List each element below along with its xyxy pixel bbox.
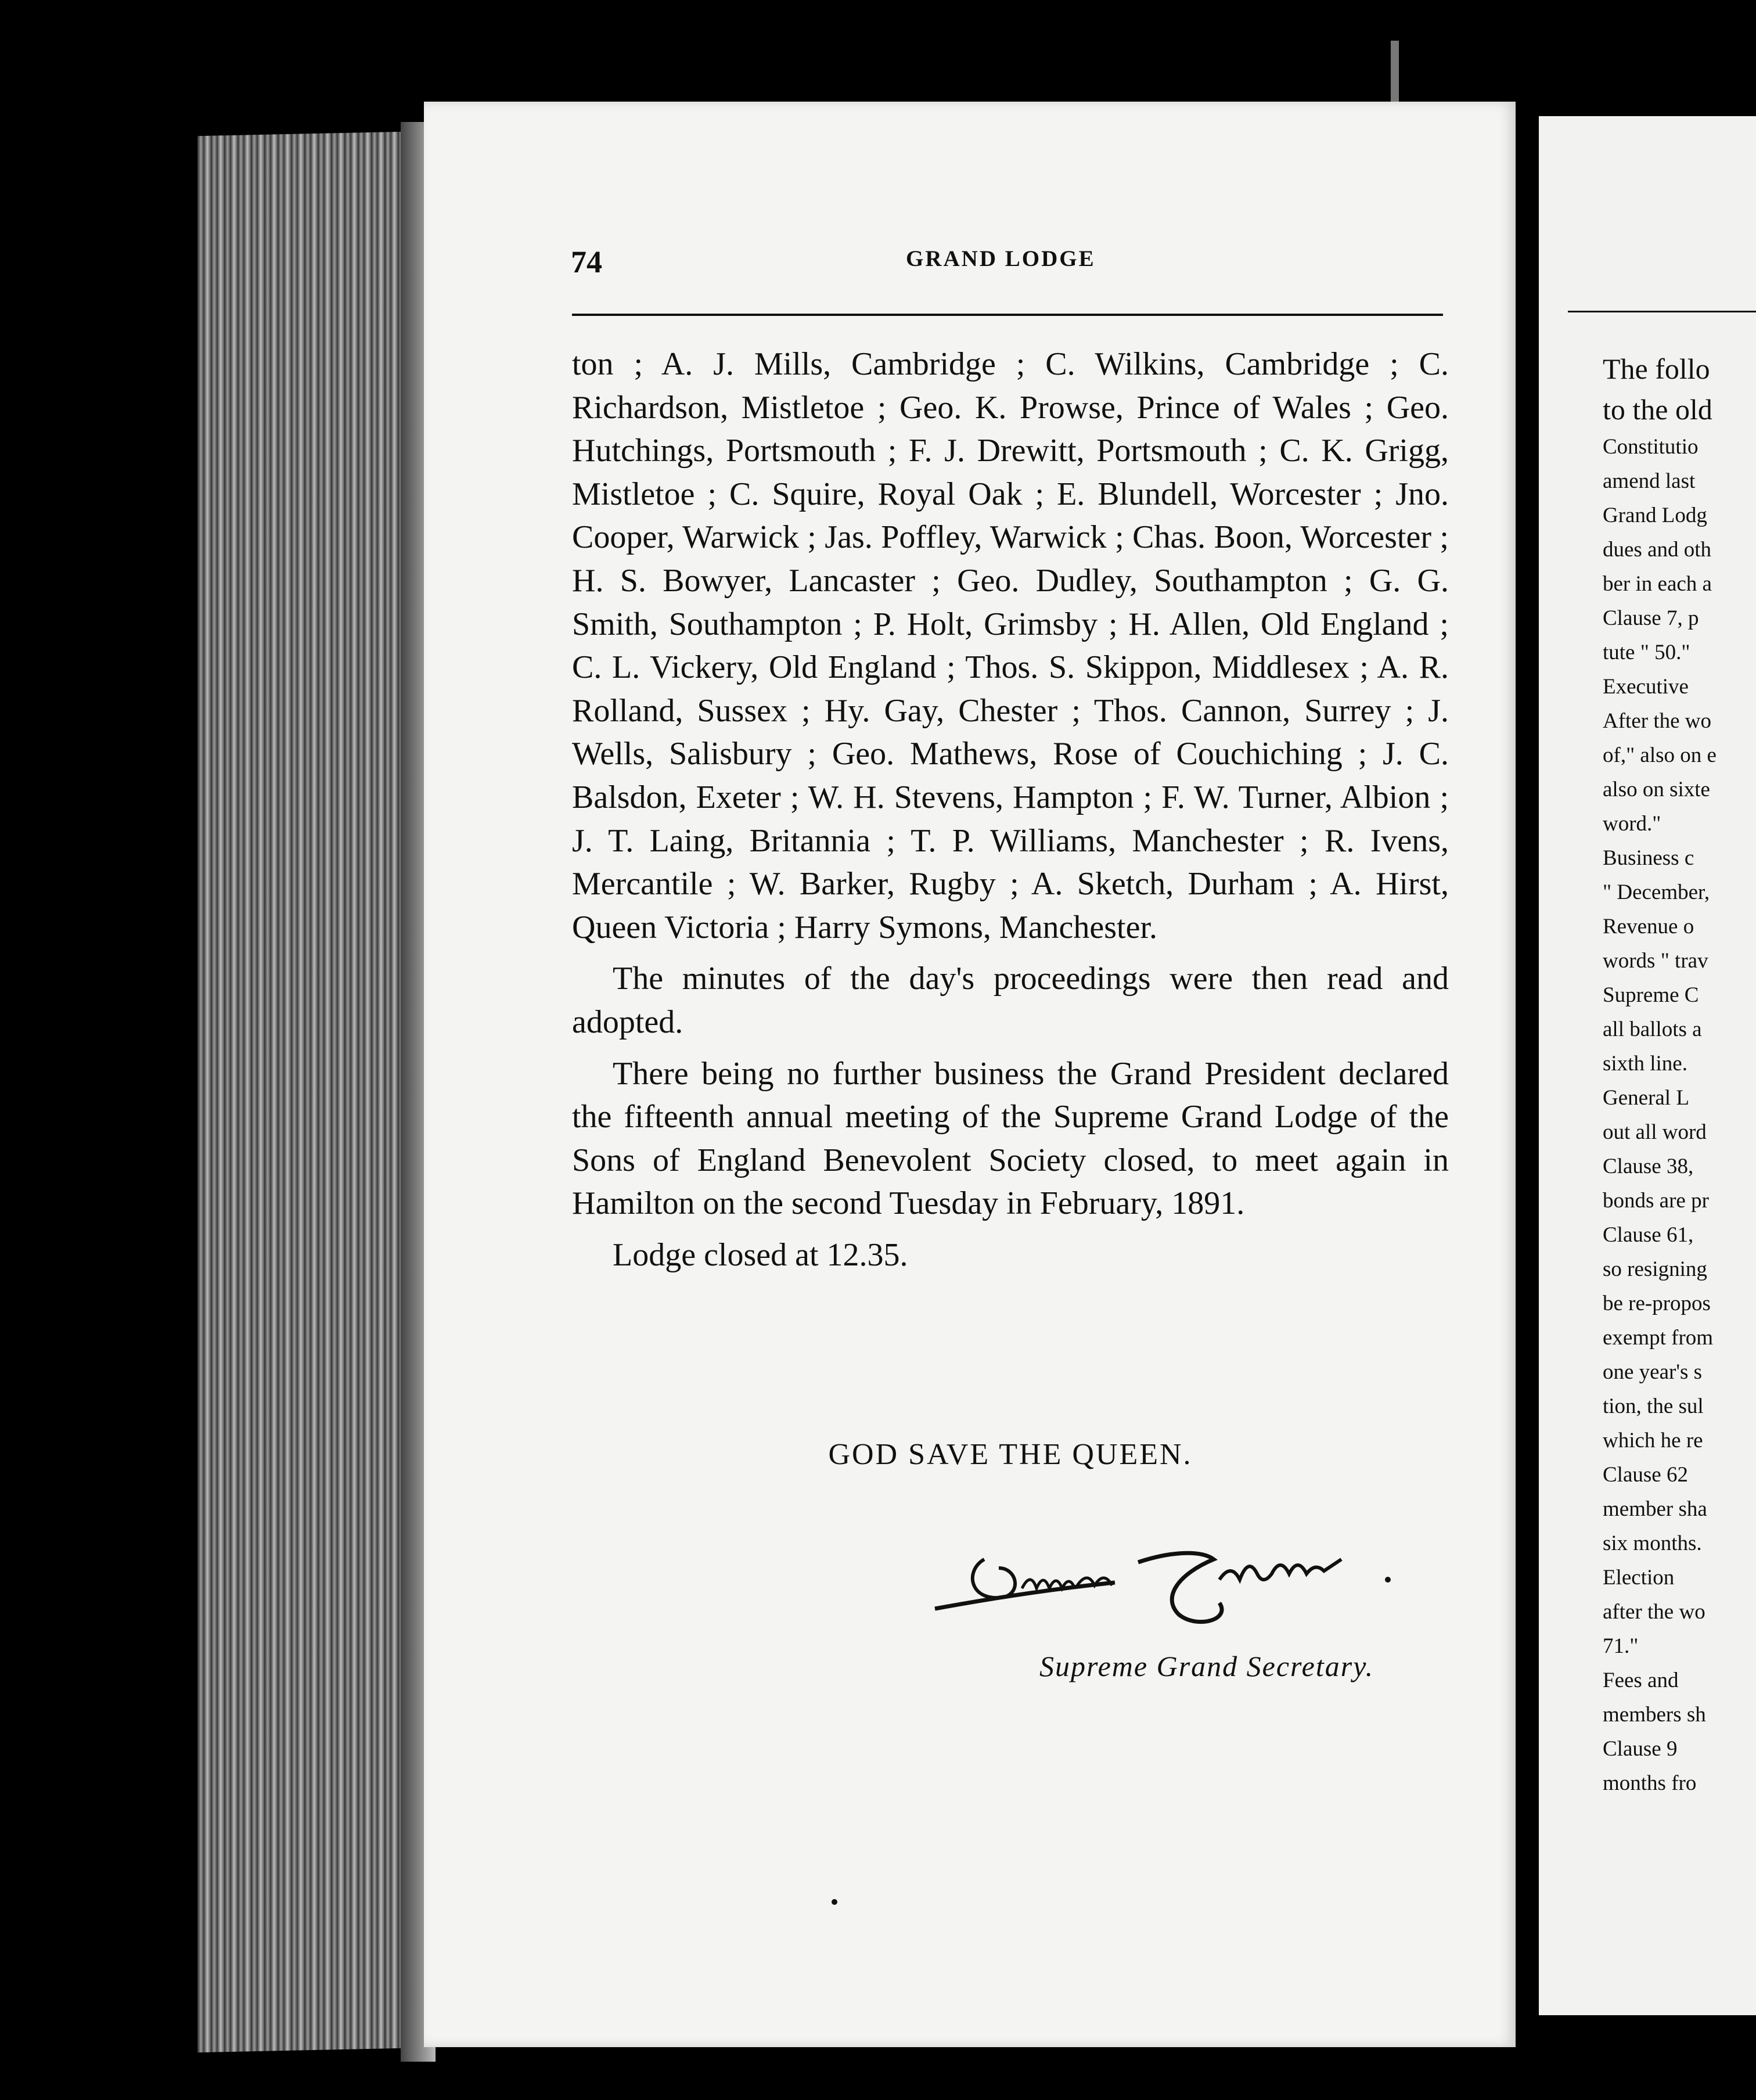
facing-page-line: words " trav xyxy=(1603,949,1708,973)
facing-page-line: Clause 7, p xyxy=(1603,606,1699,630)
page-edge-stack xyxy=(197,131,430,2052)
main-text xyxy=(572,343,1449,1276)
facing-page-line: The follo xyxy=(1603,353,1710,385)
signature-title: Supreme Grand Secretary. xyxy=(1039,1650,1374,1682)
facing-page-line: " December, xyxy=(1603,880,1710,904)
facing-page-line: tion, the sul xyxy=(1603,1394,1704,1418)
facing-page-line: months fro xyxy=(1603,1771,1697,1795)
facing-page-line: exempt from xyxy=(1603,1326,1714,1350)
facing-page-line: Grand Lodg xyxy=(1603,504,1707,527)
facing-page-line: members sh xyxy=(1603,1703,1706,1727)
facing-page-line: member sha xyxy=(1603,1497,1707,1521)
facing-page-line: bonds are pr xyxy=(1603,1189,1709,1213)
facing-page-line: all ballots a xyxy=(1603,1017,1702,1041)
facing-page-line: be re-propos xyxy=(1603,1292,1711,1315)
facing-page-line: out all word xyxy=(1603,1120,1707,1144)
running-head: GRAND LODGE xyxy=(906,246,1096,271)
facing-page-line: 71." xyxy=(1603,1634,1639,1658)
facing-page-line: of," also on e xyxy=(1603,743,1717,767)
facing-page-line: Election xyxy=(1603,1566,1675,1590)
handwritten-signature xyxy=(929,1533,1411,1649)
page-mark xyxy=(832,1899,837,1905)
facing-page-line: amend last xyxy=(1603,469,1696,493)
facing-page-line: to the old xyxy=(1603,393,1712,426)
facing-page-line: word." xyxy=(1603,812,1661,836)
facing-page-line: Executive xyxy=(1603,675,1689,699)
facing-page-line: dues and oth xyxy=(1603,538,1712,562)
facing-page-line: After the wo xyxy=(1603,709,1711,733)
header-rule xyxy=(572,314,1443,316)
facing-page-line: Constitutio xyxy=(1603,435,1699,459)
facing-page-line: Clause 61, xyxy=(1603,1223,1694,1247)
page-number: 74 xyxy=(571,244,602,279)
facing-page-line: tute " 50." xyxy=(1603,641,1690,664)
paragraph-lodge-closed: Lodge closed at 12.35. xyxy=(613,1236,908,1273)
facing-page-line: Revenue o xyxy=(1603,915,1694,938)
closing-line: GOD SAVE THE QUEEN. xyxy=(828,1438,1193,1471)
facing-page-line: Supreme C xyxy=(1603,983,1699,1007)
facing-header-rule xyxy=(1568,311,1756,312)
paragraph-member-list: ton ; A. J. Mills, Cambridge ; C. Wilkins, Cambridge ; C. Richardson, Mistletoe ; Geo. K. Prowse, Prince of Wales ; Geo. Hutchings, Portsmouth ; F. J. Drewitt, Portsmouth ; C. K. Grigg, Mistletoe ; C. Squire, Royal Oak ; E. Blundell, Worcester ; Jno. Cooper, Warwick ; Jas. Poffley, Warwick ; Chas. Boon, Worcester ; H. S. Bowyer, Lancaster ; Geo. Dudley, Southampton ; G. G. Smith, Southampton ; P. Holt, Grimsby ; H. Allen, Old England ; C. L. Vickery, Old England ; Thos. S. Skippon, Middlesex ; A. R. Rolland, Sussex ; Hy. Gay, Chester ; Thos. Cannon, Surrey ; J. Wells, Salisbury ; Geo. Mathews, Rose of Couchiching ; J. C. Balsdon, Exeter ; W. H. Stevens, Hampton ; F. W. Turner, Albion ; J. T. Laing, Britannia ; T. P. Williams, Manchester ; R. Ivens, Mercantile ; W. Barker, Rugby ; A. Sketch, Durham ; A. Hirst, Queen Victoria ; Harry Symons, Manchester. xyxy=(572,346,1449,945)
facing-page-line: sixth line. xyxy=(1603,1052,1687,1076)
facing-page-line: one year's s xyxy=(1603,1360,1703,1384)
paragraph-minutes: The minutes of the day's proceedings were then read and adopted. xyxy=(572,961,1449,1040)
facing-page-line: so resigning xyxy=(1603,1257,1707,1281)
facing-page-line: after the wo xyxy=(1603,1600,1705,1624)
facing-page-line: Clause 38, xyxy=(1603,1155,1694,1178)
paragraph-closing-statement: There being no further business the Grand President declared the fifteenth annual meeting of the Supreme Grand Lodge of the Sons of England Benevolent Society closed, to meet again in Hamilton on the second Tuesday in February, 1891. xyxy=(572,1055,1449,1222)
facing-page-line: also on sixte xyxy=(1603,778,1710,801)
facing-page-line: General L xyxy=(1603,1086,1689,1110)
facing-page-line: Clause 9 xyxy=(1603,1737,1678,1761)
facing-page-line: which he re xyxy=(1603,1429,1703,1452)
facing-page-text xyxy=(1603,348,1756,1800)
facing-page-line: six months. xyxy=(1603,1531,1702,1555)
facing-page-line: ber in each a xyxy=(1603,572,1712,596)
facing-page-line: Clause 62 xyxy=(1603,1463,1688,1487)
facing-page-line: Fees and xyxy=(1603,1669,1679,1692)
facing-page-line: Business c xyxy=(1603,846,1694,870)
bookmark-tab xyxy=(1391,41,1399,105)
